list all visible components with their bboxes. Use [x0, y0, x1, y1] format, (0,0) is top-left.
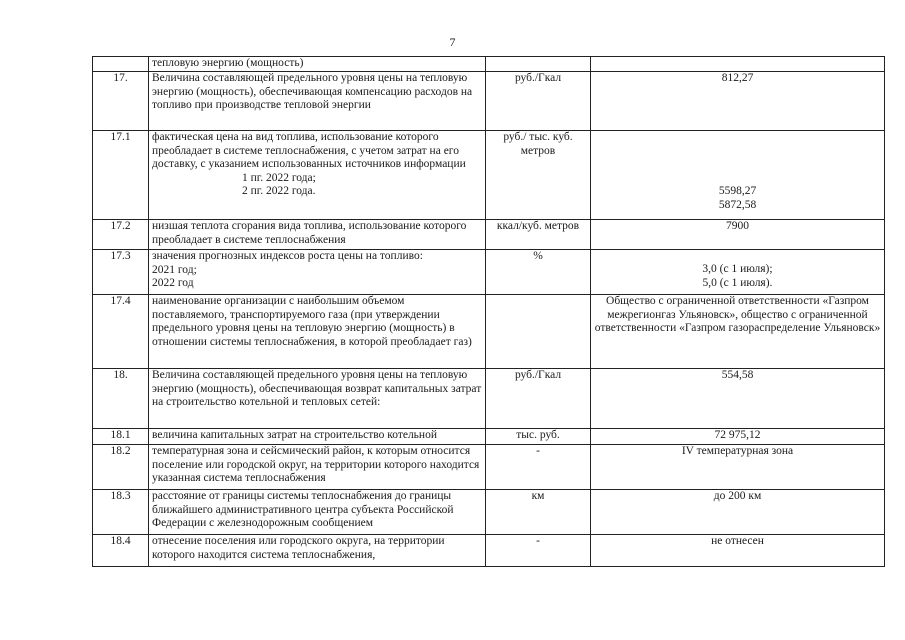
row-number: 18.2	[93, 445, 149, 490]
row-number: 17.2	[93, 220, 149, 250]
row-description-cell	[149, 250, 486, 295]
table-row	[93, 72, 885, 131]
row-description: тепловую энергию (мощность)	[149, 57, 486, 72]
row-unit: руб./Гкал	[486, 72, 591, 131]
row-unit: руб./Гкал	[486, 369, 591, 429]
row-value: 5,0 (с 1 июля).	[702, 276, 773, 289]
table-row	[93, 295, 885, 369]
table-row	[93, 220, 885, 250]
row-sub-item: 2022 год	[152, 277, 194, 290]
row-value: до 200 км	[591, 490, 885, 535]
row-description-cell	[149, 131, 486, 220]
row-unit: тыс. руб.	[486, 429, 591, 445]
row-description: расстояние от границы системы теплоснабжения до границы ближайшего административного центра субъекта Российской Федерации с железнодорожным сообщением	[149, 490, 486, 535]
row-description: наименование организации с наибольшим объемом поставляемого, транспортируемого газа (при утверждении предельного уровня цены на тепловую энергию (мощность) в отношении системы теплоснабжения, в которой преобладает газ)	[149, 295, 486, 369]
row-description: отнесение поселения или городского округа, на территории которого находится система теплоснабжения,	[149, 535, 486, 567]
row-number: 18.4	[93, 535, 149, 567]
table-row	[93, 250, 885, 295]
row-description: фактическая цена на вид топлива, использование которого преобладает в системе теплоснабжения, с учетом затрат на его доставку, с указанием использованных источников информации	[152, 131, 466, 171]
tariff-table	[92, 56, 885, 567]
row-description: значения прогнозных индексов роста цены на топливо:	[152, 250, 423, 262]
table-row	[93, 535, 885, 567]
row-number: 18.3	[93, 490, 149, 535]
row-unit: руб./ тыс. куб. метров	[486, 131, 591, 220]
row-value: 7900	[591, 220, 885, 250]
row-description: температурная зона и сейсмический район, к которым относится поселение или городской округ, на территории которого находится указанная система теплоснабжения	[149, 445, 486, 490]
row-value: не отнесен	[591, 535, 885, 567]
row-value: 5872,58	[718, 198, 757, 211]
row-number: 17.1	[93, 131, 149, 220]
row-description: низшая теплота сгорания вида топлива, использование которого преобладает в системе теплоснабжения	[149, 220, 486, 250]
row-unit: км	[486, 490, 591, 535]
row-value: 5598,27	[718, 185, 757, 197]
row-value: Общество с ограниченной ответственности «Газпром межрегионгаз Ульяновск», общество с ограниченной ответственности «Газпром газораспределение Ульяновск»	[591, 295, 885, 369]
row-sub-item: 2021 год;	[152, 263, 197, 276]
row-unit	[486, 57, 591, 72]
row-number: 17.3	[93, 250, 149, 295]
table-row	[93, 445, 885, 490]
row-unit	[486, 295, 591, 369]
row-description: Величина составляющей предельного уровня цены на тепловую энергию (мощность), обеспечивающая компенсацию расходов на топливо при производстве тепловой энергии	[149, 72, 486, 131]
row-number-cell	[93, 57, 149, 72]
row-unit: -	[486, 445, 591, 490]
table-row	[93, 490, 885, 535]
row-description: величина капитальных затрат на строительство котельной	[149, 429, 486, 445]
table-row	[93, 57, 885, 72]
row-number: 17.4	[93, 295, 149, 369]
table-row	[93, 369, 885, 429]
row-number: 18.1	[93, 429, 149, 445]
table-row	[93, 131, 885, 220]
row-number: 17.	[93, 72, 149, 131]
row-value: 554,58	[591, 369, 885, 429]
page-number: 7	[449, 35, 456, 49]
row-number: 18.	[93, 369, 149, 429]
row-unit: %	[486, 250, 591, 295]
row-value: 72 975,12	[591, 429, 885, 445]
row-value: 812,27	[591, 72, 885, 131]
row-unit: ккал/куб. метров	[486, 220, 591, 250]
row-unit: -	[486, 535, 591, 567]
row-description: Величина составляющей предельного уровня цены на тепловую энергию (мощность), обеспечивающая возврат капитальных затрат на строительство котельной и тепловых сетей:	[149, 369, 486, 429]
table-row	[93, 429, 885, 445]
row-value-cell	[591, 131, 885, 220]
row-sub-item: 2 пг. 2022 года.	[242, 185, 316, 198]
row-value: 3,0 (с 1 июля);	[702, 263, 773, 275]
row-value: IV температурная зона	[591, 445, 885, 490]
row-value	[591, 57, 885, 72]
row-sub-item: 1 пг. 2022 года;	[242, 171, 316, 184]
row-value-cell	[591, 250, 885, 295]
